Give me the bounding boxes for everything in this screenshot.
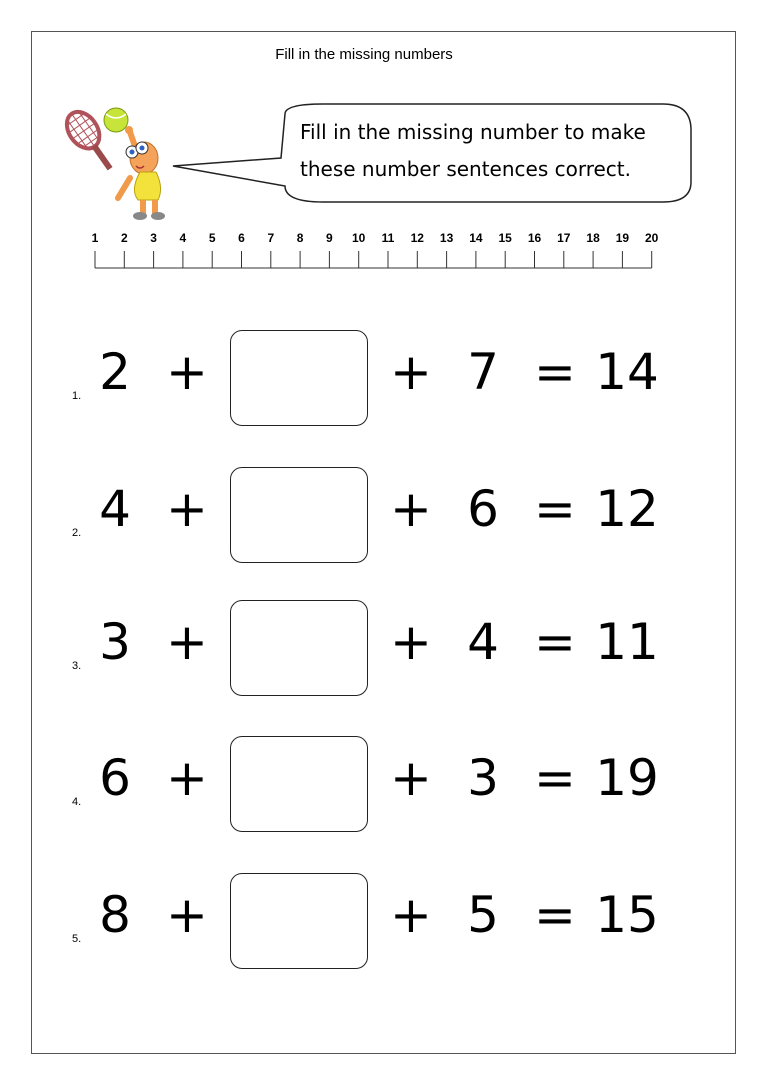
addend-2: 4 — [467, 613, 499, 671]
instruction-text — [300, 114, 680, 188]
addend-2: 7 — [467, 343, 499, 401]
number-line-label: 3 — [150, 231, 157, 245]
number-line-label: 15 — [498, 231, 512, 245]
problem-number: 3. — [72, 660, 82, 672]
number-line-label: 17 — [557, 231, 571, 245]
problem-number: 2. — [72, 527, 82, 539]
page-title: Fill in the missing numbers — [275, 46, 453, 63]
equals-sign: = — [534, 749, 576, 807]
answer-box[interactable] — [230, 600, 368, 696]
result: 14 — [595, 343, 659, 401]
addend-1: 3 — [99, 613, 131, 671]
number-line-label: 8 — [296, 231, 304, 245]
problem-number: 1. — [72, 390, 82, 402]
number-line-axis — [0, 225, 768, 275]
addend-2: 5 — [467, 886, 499, 944]
addend-1: 8 — [99, 886, 131, 944]
equals-sign: = — [534, 613, 576, 671]
plus-sign-2: + — [390, 749, 432, 807]
plus-sign-2: + — [390, 480, 432, 538]
number-line-label: 11 — [381, 231, 395, 245]
result: 12 — [595, 480, 659, 538]
number-line — [0, 225, 768, 275]
plus-sign-1: + — [166, 480, 208, 538]
number-line-label: 16 — [527, 231, 542, 245]
answer-box[interactable] — [230, 330, 368, 426]
problem-row — [0, 330, 768, 430]
instruction-line-1: Fill in the missing number to make — [300, 120, 646, 144]
problem-row — [0, 873, 768, 973]
number-line-label: 4 — [179, 231, 187, 245]
plus-sign-1: + — [166, 613, 208, 671]
number-line-label: 13 — [439, 231, 454, 245]
number-line-label: 5 — [208, 231, 216, 245]
number-line-label: 6 — [238, 231, 245, 245]
plus-sign-2: + — [390, 613, 432, 671]
equals-sign: = — [534, 886, 576, 944]
equals-sign: = — [534, 343, 576, 401]
number-line-label: 14 — [469, 231, 483, 245]
plus-sign-1: + — [166, 343, 208, 401]
number-line-label: 18 — [586, 231, 600, 245]
answer-box[interactable] — [230, 873, 368, 969]
answer-box[interactable] — [230, 467, 368, 563]
addend-1: 2 — [99, 343, 131, 401]
addend-2: 3 — [467, 749, 499, 807]
number-line-label: 7 — [267, 231, 275, 245]
addend-1: 6 — [99, 749, 131, 807]
number-line-label: 12 — [410, 231, 424, 245]
instruction-line-2: these number sentences correct. — [300, 157, 632, 181]
problem-row — [0, 600, 768, 700]
tennis-player-mascot-icon — [60, 100, 180, 225]
plus-sign-2: + — [390, 343, 432, 401]
problem-row — [0, 467, 768, 567]
number-line-label: 1 — [91, 231, 99, 245]
problem-number: 5. — [72, 933, 82, 945]
number-line-label: 9 — [326, 231, 333, 245]
addend-1: 4 — [99, 480, 131, 538]
addend-2: 6 — [467, 480, 499, 538]
result: 19 — [595, 749, 659, 807]
number-line-label: 19 — [615, 231, 630, 245]
number-line-label: 20 — [645, 231, 659, 245]
equals-sign: = — [534, 480, 576, 538]
plus-sign-1: + — [166, 749, 208, 807]
plus-sign-1: + — [166, 886, 208, 944]
answer-box[interactable] — [230, 736, 368, 832]
problem-number: 4. — [72, 796, 82, 808]
result: 15 — [595, 886, 659, 944]
problem-row — [0, 736, 768, 836]
plus-sign-2: + — [390, 886, 432, 944]
number-line-label: 10 — [352, 231, 366, 245]
result: 11 — [595, 613, 659, 671]
number-line-label: 2 — [120, 231, 128, 245]
